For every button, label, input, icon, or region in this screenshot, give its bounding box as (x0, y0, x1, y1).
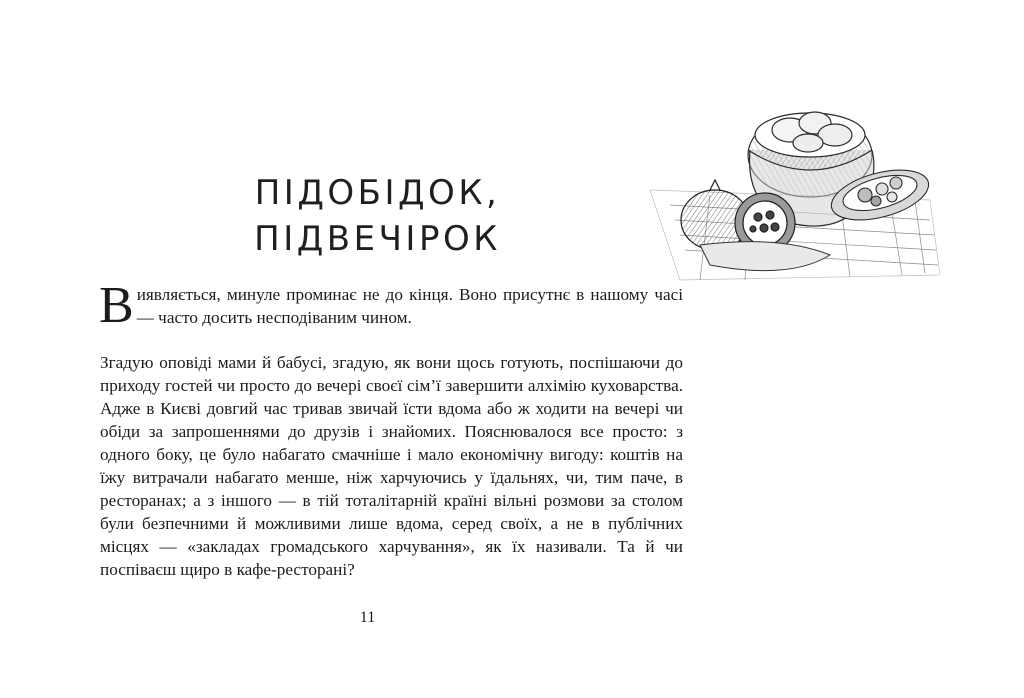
paragraph-1 (99, 277, 683, 334)
chapter-title (190, 170, 565, 262)
chapter-title-line-2: ПІДВЕЧІРОК (254, 219, 501, 259)
chapter-title-line-1: ПІДОБІДОК, (254, 173, 501, 213)
paragraph-2: Згадую оповіді мами й бабусі, згадую, як вони щось готують, поспішаючи до приходу гостей чи просто до вечері своєї сім’ї завершити алхімію куховарства. Адже в Києві довгий час тривав звичай їсти вдома або ж ходити на вечері чи обіди за запрошеннями до друзів і знайомих. Пояснювалося все просто: з одного боку, це було набагато смачніше і мало економічну вигоду: коштів на їжу витрачали набагато менше, ніж харчуючись у їдальнях, чи, тим паче, в ресторанах; а з іншого — в тій тоталітарній країні вільні розмови за столом були безпечними й можливими лише вдома, серед своїх, а не в публічних місцях — «закладах громадського харчування», як їх називали. Та й чи поспіваєш щиро в кафе-ресторані? (100, 353, 683, 579)
paragraph-1-text: иявляється, минуле проминає не до кінця. Воно присутнє в нашому часі — часто досить несподіваним чином. (136, 285, 683, 327)
body-text (99, 277, 683, 581)
drop-cap: В (99, 277, 134, 334)
bread-slice (700, 242, 830, 271)
still-life-illustration (640, 95, 940, 285)
page-number: 11 (359, 609, 376, 626)
